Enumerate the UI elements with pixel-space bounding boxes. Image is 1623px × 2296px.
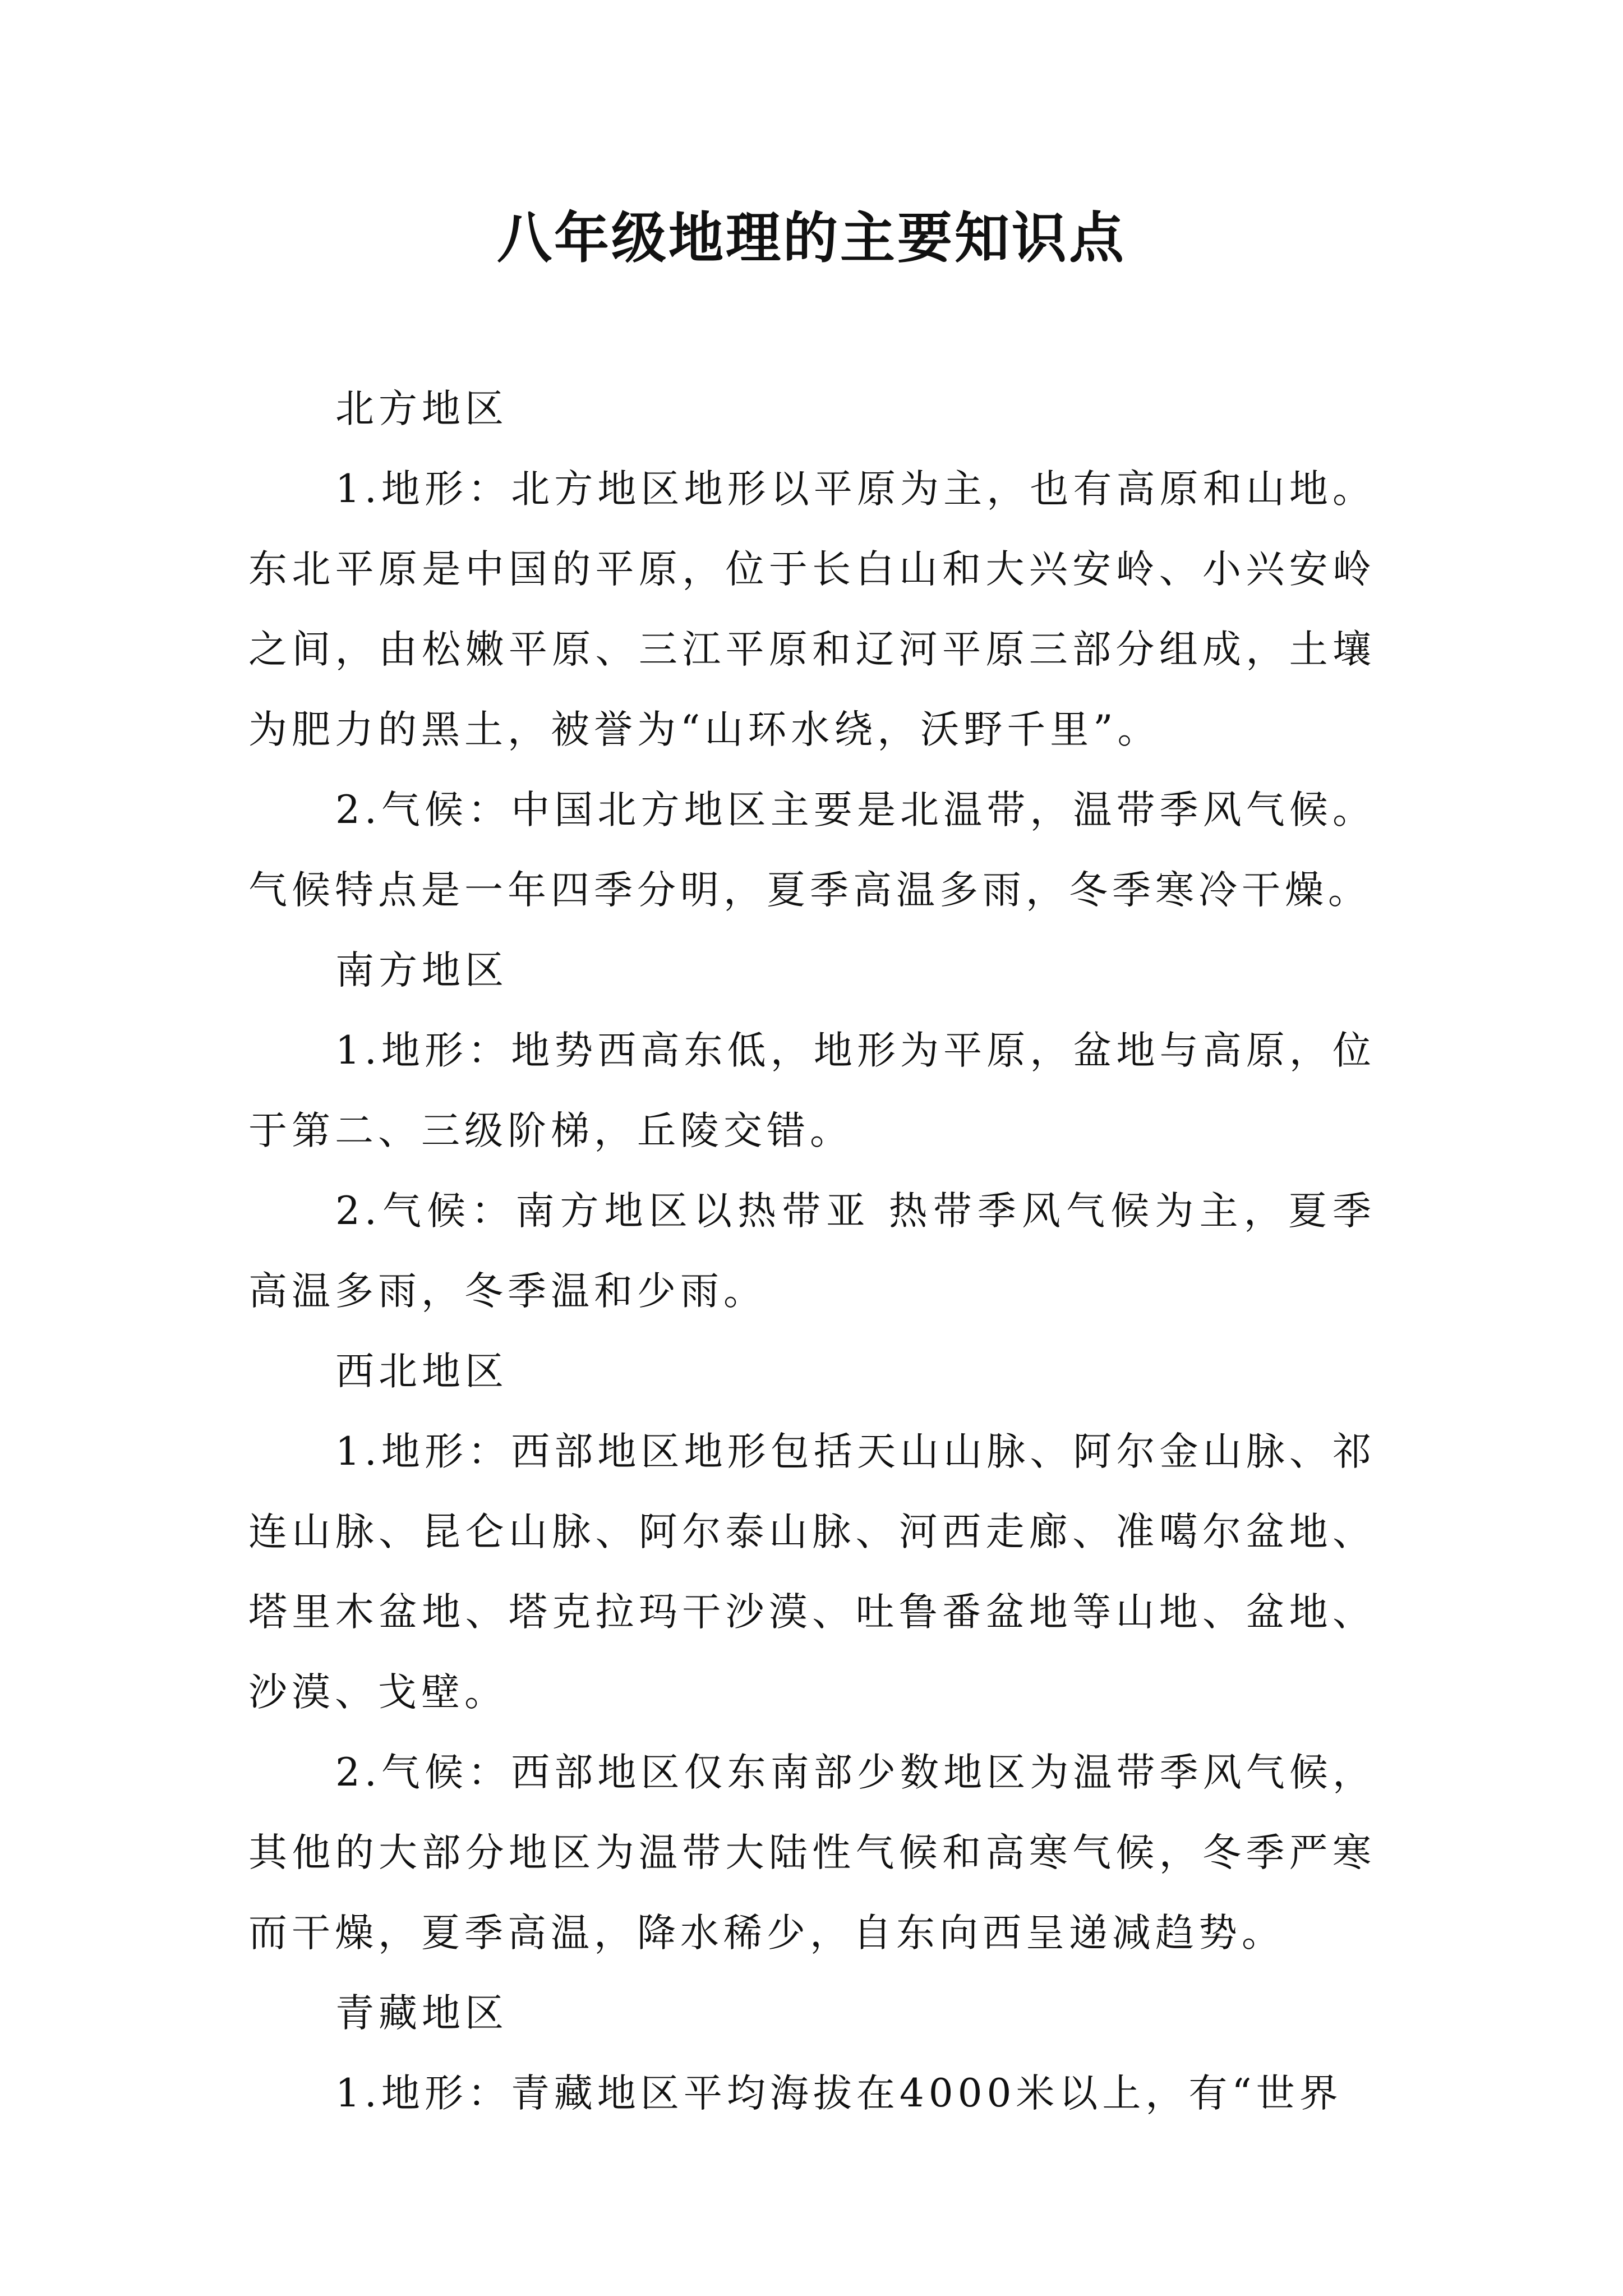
section-heading-northwest: 西北地区 [335, 1349, 508, 1394]
section-heading-qingzang: 青藏地区 [335, 1991, 508, 2036]
paragraph-qingzang-terrain: 1.地形：青藏地区平均海拔在4000米以上，有“世界 [335, 2071, 1343, 2116]
document-body [248, 369, 1376, 2134]
document-title: 八年级地理的主要知识点 [496, 206, 1126, 270]
paragraph-northwest-terrain: 1.地形：西部地区地形包括天山山脉、阿尔金山脉、祁连山脉、昆仑山脉、阿尔泰山脉、河西走廊、准噶尔盆地、塔里木盆地、塔克拉玛干沙漠、吐鲁番盆地等山地、盆地、沙漠、戈壁。 [248, 1429, 1376, 1715]
paragraph-north-terrain: 1.地形：北方地区地形以平原为主，也有高原和山地。东北平原是中国的平原，位于长白山和大兴安岭、小兴安岭之间，由松嫩平原、三江平原和辽河平原三部分组成，土壤为肥力的黑土，被誉为“山环水绕，沃野千里”。 [248, 467, 1376, 752]
paragraph-south-terrain: 1.地形：地势西高东低，地形为平原，盆地与高原，位于第二、三级阶梯，丘陵交错。 [248, 1028, 1376, 1153]
paragraph-north-climate: 2.气候：中国北方地区主要是北温带，温带季风气候。气候特点是一年四季分明，夏季高温多雨，冬季寒冷干燥。 [248, 788, 1376, 913]
paragraph-south-climate: 2.气候：南方地区以热带亚 热带季风气候为主，夏季高温多雨，冬季温和少雨。 [248, 1189, 1376, 1314]
section-heading-south: 南方地区 [335, 948, 508, 993]
section-heading-north: 北方地区 [335, 386, 508, 431]
paragraph-northwest-climate: 2.气候：西部地区仅东南部少数地区为温带季风气候，其他的大部分地区为温带大陆性气候和高寒气候，冬季严寒而干燥，夏季高温，降水稀少，自东向西呈递减趋势。 [248, 1750, 1376, 1955]
